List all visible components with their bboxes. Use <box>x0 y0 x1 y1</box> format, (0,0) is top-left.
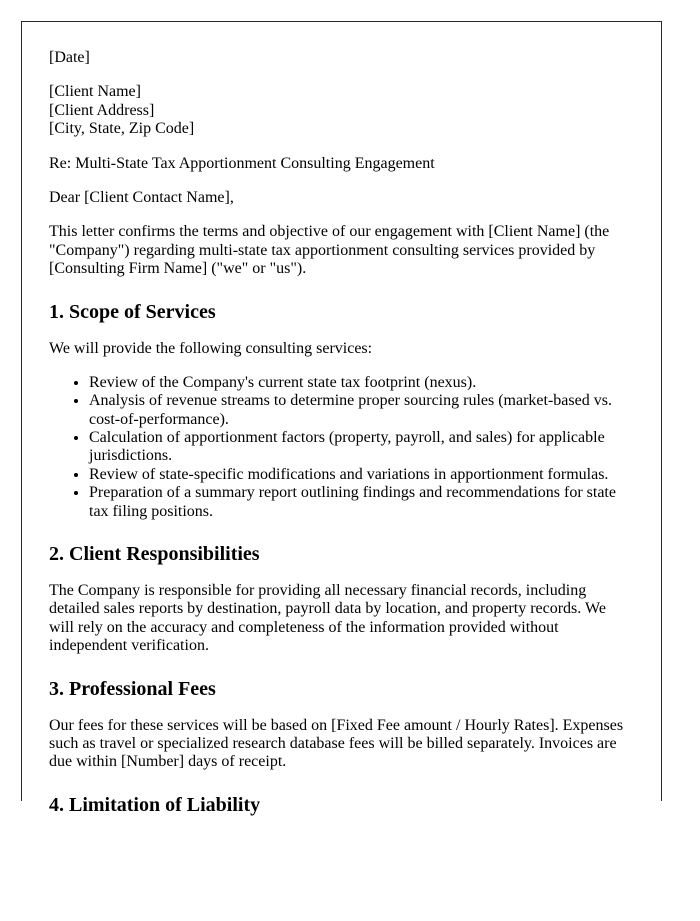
letter-page <box>21 21 662 816</box>
list-item: • Analysis of revenue streams to determine proper sourcing rules (market-based vs. cost-of-performance). <box>89 392 634 429</box>
intro-paragraph: This letter confirms the terms and objective of our engagement with [Client Name] (the "Company") regarding multi-state tax apportionment consulting services provided by [Consulting Firm Name] ("we" or "us"). <box>49 223 610 278</box>
date-placeholder: [Date] <box>49 49 90 66</box>
recipient-address-line: [Client Address] <box>49 101 155 119</box>
subject-line: Re: Multi-State Tax Apportionment Consulting Engagement <box>49 154 435 172</box>
section-heading-professional-fees: 3. Professional Fees <box>49 677 216 700</box>
client-responsibilities-paragraph: The Company is responsible for providing all necessary financial records, including detailed sales reports by destination, payroll data by location, and property records. We will rely on the accuracy and completeness of the information provided without independent verification. <box>49 582 606 655</box>
recipient-name-line: [Client Name] <box>49 83 141 101</box>
scope-bullet-list <box>49 374 634 521</box>
list-item: • Preparation of a summary report outlining findings and recommendations for state tax filing positions. <box>89 484 634 521</box>
recipient-city-state-zip-line: [City, State, Zip Code] <box>49 120 195 138</box>
salutation: Dear [Client Contact Name], <box>49 188 234 206</box>
scope-lead-paragraph: We will provide the following consulting services: <box>49 339 373 357</box>
section-heading-limitation-of-liability: 4. Limitation of Liability <box>49 793 261 816</box>
list-item: • Review of state-specific modifications and variations in apportionment formulas. <box>89 466 634 484</box>
section-heading-client-responsibilities: 2. Client Responsibilities <box>49 543 260 566</box>
professional-fees-paragraph: Our fees for these services will be based on [Fixed Fee amount / Hourly Rates]. Expenses such as travel or specialized research database fees will be billed separately. Invoices are due within [Number] days of receipt. <box>49 716 624 771</box>
list-item: • Calculation of apportionment factors (property, payroll, and sales) for applicable jurisdictions. <box>89 429 634 466</box>
section-heading-scope-of-services: 1. Scope of Services <box>49 300 216 323</box>
list-item: • Review of the Company's current state tax footprint (nexus). <box>89 374 634 392</box>
recipient-block <box>49 83 634 138</box>
